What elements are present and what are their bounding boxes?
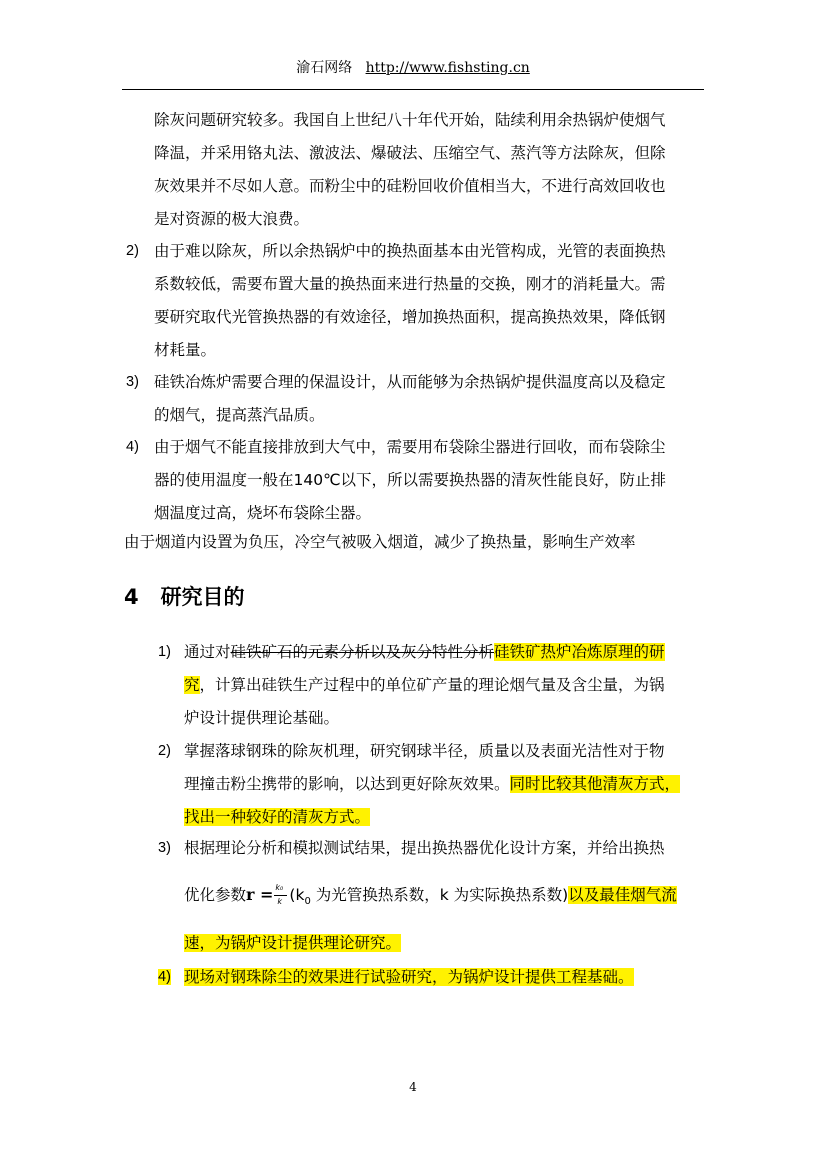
- goal-1-highlight-a: 硅铁矿热炉冶炼原理的研: [494, 643, 665, 661]
- goal-3-highlight-b: 速，为锅炉设计提供理论研究。: [184, 934, 402, 952]
- goal-1-line-1: [184, 635, 665, 669]
- goal-1-line-3: 炉设计提供理论基础。: [184, 709, 340, 727]
- intro-line-2: 降温，并采用铬丸法、激波法、爆破法、压缩空气、蒸汽等方法除灰，但除: [154, 144, 666, 162]
- problem-3-number: 3): [126, 374, 139, 390]
- problem-2-line-1: 由于难以除灰，所以余热锅炉中的换热面基本由光管构成，光管的表面换热: [154, 242, 666, 260]
- goal-3-line-3: [184, 926, 401, 960]
- goal-2-highlight-a: 同时比较其他清灰方式，: [509, 775, 681, 793]
- equation-numerator: k₀: [275, 882, 284, 892]
- goal-2-highlight-b: 找出一种较好的清灰方式。: [184, 808, 371, 826]
- intro-line-1: 除灰问题研究较多。我国自上世纪八十年代开始，陆续利用余热锅炉使烟气: [154, 111, 666, 129]
- goal-3-highlight-a: 以及最佳烟气流: [568, 886, 677, 904]
- equation-fraction: [273, 883, 289, 909]
- intro-line-4: 是对资源的极大浪费。: [154, 210, 310, 228]
- problem-4-number: 4): [126, 439, 139, 455]
- goal-1-highlight-b: 究: [184, 676, 200, 694]
- goal-1-line-2-rest: ，计算出硅铁生产过程中的单位矿产量的理论烟气量及含尘量，为锅: [199, 676, 665, 694]
- goal-4-line-1: [184, 960, 634, 994]
- header-divider: [122, 89, 704, 90]
- goal-4-highlight: 现场对钢珠除尘的效果进行试验研究，为锅炉设计提供工程基础。: [184, 968, 634, 986]
- goal-1-prefix: 通过对: [184, 643, 231, 661]
- goal-3-subscript: 0: [304, 896, 311, 908]
- page-header: [122, 58, 704, 78]
- equation-denominator: k: [277, 896, 283, 906]
- problem-4-line-1: 由于烟气不能直接排放到大气中，需要用布袋除尘器进行回收，而布袋除尘: [154, 438, 666, 456]
- goal-4-number: [158, 960, 171, 994]
- equation-lhs: r =: [246, 885, 274, 904]
- goal-3-line-2: [184, 878, 677, 919]
- problem-4-line-3: 烟温度过高，烧坏布袋除尘器。: [154, 504, 372, 522]
- trailing-paragraph: 由于烟道内设置为负压，冷空气被吸入烟道，减少了换热量，影响生产效率: [124, 533, 636, 551]
- problem-2-line-2: 系数较低，需要布置大量的换热面来进行热量的交换，刚才的消耗量大。需: [154, 275, 666, 293]
- goal-1-number: 1): [158, 644, 171, 660]
- fraction-bar: [274, 895, 287, 896]
- problem-2-line-3: 要研究取代光管换热器的有效途径，增加换热面积，提高换热效果，降低钢: [154, 308, 666, 326]
- header-site-name: 渝石网络: [296, 60, 353, 76]
- problem-2-line-4: 材耗量。: [154, 341, 217, 359]
- goal-2-line-2: [184, 767, 680, 801]
- goal-4-number-highlight: 4): [158, 969, 171, 985]
- problem-2-number: 2): [126, 243, 139, 259]
- problem-3-line-2: 的烟气，提高蒸汽品质。: [154, 406, 325, 424]
- goal-1-struck-text: 硅铁矿石的元素分析以及灰分特性分析: [230, 643, 495, 661]
- goal-2-line-3: [184, 800, 370, 834]
- section-title: 研究目的: [160, 585, 245, 609]
- goal-1-line-2: [184, 668, 665, 702]
- goal-2-number: 2): [158, 743, 171, 759]
- goal-3-paren-k: (k: [289, 886, 305, 904]
- goal-2-line-2-plain: 理撞击粉尘携带的影响，以达到更好除灰效果。: [184, 775, 510, 793]
- problem-4-line-2: 器的使用温度一般在140℃以下，所以需要换热器的清灰性能良好，防止排: [154, 471, 666, 489]
- goal-3-line-2-prefix: 优化参数: [184, 886, 247, 904]
- section-heading: [124, 580, 245, 614]
- header-url-link[interactable]: http://www.fishsting.cn: [365, 60, 530, 76]
- goal-3-number: 3): [158, 840, 171, 856]
- goal-3-line-2-rest: 为光管换热系数，k 为实际换热系数): [310, 886, 569, 904]
- problem-3-line-1: 硅铁冶炼炉需要合理的保温设计，从而能够为余热锅炉提供温度高以及稳定: [154, 373, 666, 391]
- section-number: 4: [124, 585, 139, 609]
- intro-line-3: 灰效果并不尽如人意。而粉尘中的硅粉回收价值相当大，不进行高效回收也: [154, 177, 666, 195]
- page-number: 4: [409, 1080, 417, 1094]
- goal-2-line-1: 掌握落球钢珠的除灰机理，研究钢球半径，质量以及表面光洁性对于物: [184, 742, 665, 760]
- goal-3-line-1: 根据理论分析和模拟测试结果，提出换热器优化设计方案，并给出换热: [184, 839, 665, 857]
